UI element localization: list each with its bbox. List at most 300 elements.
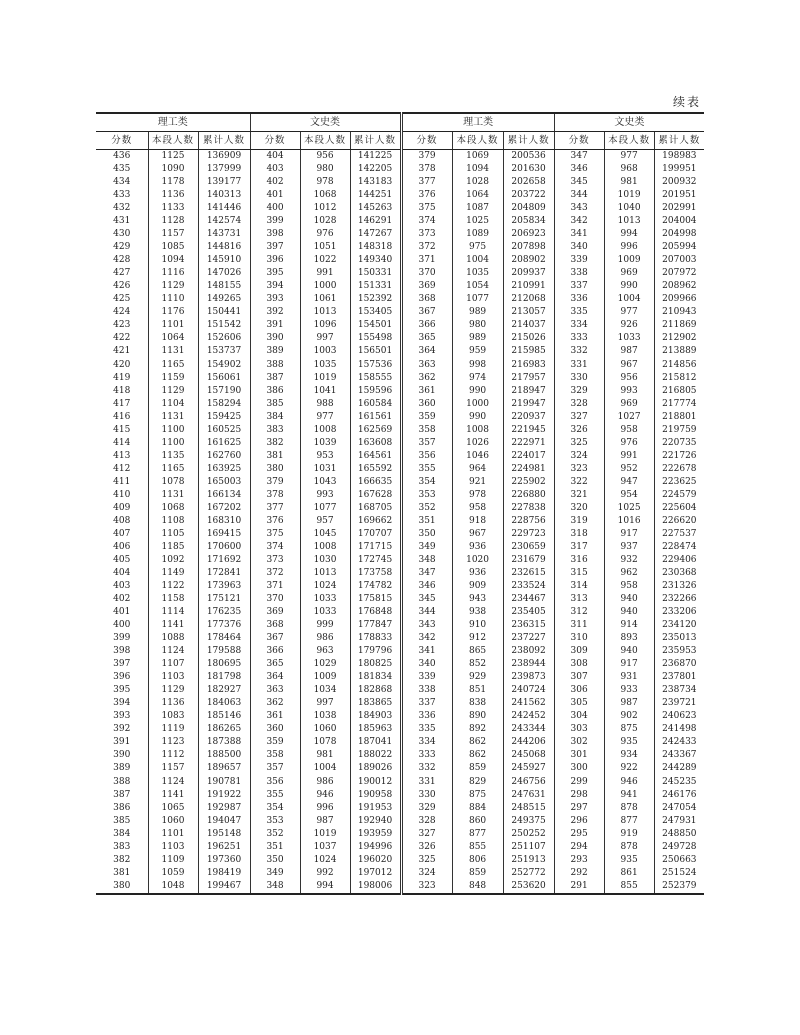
table-cell: 358: [401, 424, 452, 437]
table-cell: 361: [401, 385, 452, 398]
table-cell: 862: [452, 736, 503, 749]
table-cell: 144251: [350, 189, 401, 202]
table-cell: 200932: [654, 176, 704, 189]
table-cell: 250252: [503, 828, 554, 841]
table-cell: 861: [604, 867, 654, 880]
table-row: [96, 645, 704, 658]
table-cell: 1000: [300, 280, 350, 293]
table-cell: 151331: [350, 280, 401, 293]
table-cell: 247631: [503, 789, 554, 802]
table-cell: 987: [604, 345, 654, 358]
table-cell: 851: [452, 684, 503, 697]
table-cell: 333: [554, 332, 604, 345]
table-cell: 241562: [503, 697, 554, 710]
table-cell: 190012: [350, 776, 401, 789]
table-cell: 338: [401, 684, 452, 697]
table-cell: 943: [452, 593, 503, 606]
table-cell: 1035: [300, 359, 350, 372]
table-row: [96, 815, 704, 828]
table-cell: 341: [554, 228, 604, 241]
table-cell: 940: [604, 593, 654, 606]
table-cell: 1013: [300, 306, 350, 319]
table-cell: 1165: [148, 463, 198, 476]
table-cell: 233524: [503, 580, 554, 593]
table-cell: 149340: [350, 254, 401, 267]
table-cell: 409: [113, 502, 131, 513]
table-cell: 242452: [503, 710, 554, 723]
table-cell: 1054: [452, 280, 503, 293]
table-cell: 312: [554, 606, 604, 619]
table-row: [96, 554, 704, 567]
table-cell: 875: [604, 723, 654, 736]
table-cell: 990: [604, 280, 654, 293]
table-cell: 160584: [350, 398, 401, 411]
table-cell: 325: [554, 437, 604, 450]
table-cell: 240724: [503, 684, 554, 697]
table-cell: 1019: [604, 189, 654, 202]
table-cell: 348: [401, 554, 452, 567]
table-cell: 931: [604, 671, 654, 684]
table-cell: 216805: [654, 385, 704, 398]
table-cell: 386: [113, 802, 131, 813]
table-cell: 372: [250, 567, 300, 580]
table-cell: 1004: [300, 762, 350, 775]
table-cell: 143183: [350, 176, 401, 189]
table-cell: 980: [300, 163, 350, 176]
table-cell: 909: [452, 580, 503, 593]
table-cell: 303: [554, 723, 604, 736]
table-cell: 389: [250, 345, 300, 358]
table-cell: 170600: [198, 541, 250, 554]
table-cell: 969: [604, 267, 654, 280]
table-cell: 1027: [604, 411, 654, 424]
table-cell: 338: [554, 267, 604, 280]
table-cell: 368: [401, 293, 452, 306]
table-cell: 169662: [350, 515, 401, 528]
table-row: [96, 606, 704, 619]
table-cell: 360: [401, 398, 452, 411]
table-cell: 981: [604, 176, 654, 189]
table-cell: 394: [113, 698, 131, 709]
table-cell: 171692: [198, 554, 250, 567]
table-cell: 391: [250, 319, 300, 332]
table-cell: 977: [300, 411, 350, 424]
table-cell: 935: [604, 736, 654, 749]
table-cell: 384: [250, 411, 300, 424]
table-cell: 402: [250, 176, 300, 189]
table-row: [96, 437, 704, 450]
table-cell: 977: [604, 150, 654, 164]
table-cell: 150441: [198, 306, 250, 319]
table-cell: 189026: [350, 762, 401, 775]
table-cell: 159596: [350, 385, 401, 398]
table-cell: 354: [250, 802, 300, 815]
table-cell: 914: [604, 619, 654, 632]
table-cell: 387: [250, 372, 300, 385]
table-cell: 316: [554, 554, 604, 567]
table-cell: 352: [401, 502, 452, 515]
table-cell: 398: [250, 228, 300, 241]
table-cell: 220735: [654, 437, 704, 450]
table-cell: 1122: [148, 580, 198, 593]
table-cell: 193959: [350, 828, 401, 841]
table-cell: 1094: [452, 163, 503, 176]
table-cell: 999: [300, 619, 350, 632]
table-cell: 294: [554, 841, 604, 854]
table-cell: 153405: [350, 306, 401, 319]
table-cell: 1064: [452, 189, 503, 202]
table-cell: 380: [96, 880, 148, 894]
table-row: [96, 593, 704, 606]
table-cell: 990: [452, 385, 503, 398]
table-cell: 140313: [198, 189, 250, 202]
table-cell: 1110: [148, 293, 198, 306]
table-cell: 369: [250, 606, 300, 619]
table-cell: 329: [401, 802, 452, 815]
table-cell: 1026: [452, 437, 503, 450]
table-cell: 212902: [654, 332, 704, 345]
table-cell: 197012: [350, 867, 401, 880]
table-cell: 141225: [350, 150, 401, 164]
table-cell: 383: [250, 424, 300, 437]
table-cell: 210991: [503, 280, 554, 293]
table-caption: 续表: [672, 95, 701, 109]
table-cell: 180825: [350, 658, 401, 671]
table-cell: 174782: [350, 580, 401, 593]
table-cell: 371: [250, 580, 300, 593]
table-cell: 940: [604, 606, 654, 619]
table-cell: 189657: [198, 762, 250, 775]
table-cell: 376: [401, 189, 452, 202]
table-cell: 310: [554, 632, 604, 645]
table-cell: 207003: [654, 254, 704, 267]
table-cell: 382: [250, 437, 300, 450]
table-cell: 952: [604, 463, 654, 476]
column-header: 分数: [96, 132, 148, 150]
table-cell: 164561: [350, 450, 401, 463]
table-cell: 342: [554, 215, 604, 228]
table-cell: 436: [113, 151, 131, 162]
table-cell: 977: [604, 306, 654, 319]
table-cell: 1103: [148, 671, 198, 684]
table-cell: 160525: [198, 424, 250, 437]
table-cell: 154902: [198, 359, 250, 372]
table-cell: 319: [554, 515, 604, 528]
table-cell: 327: [401, 828, 452, 841]
table-cell: 187041: [350, 736, 401, 749]
table-cell: 1185: [148, 541, 198, 554]
table-cell: 170707: [350, 528, 401, 541]
table-row: [96, 867, 704, 880]
table-cell: 328: [401, 815, 452, 828]
table-cell: 978: [452, 489, 503, 502]
table-cell: 207898: [503, 241, 554, 254]
table-cell: 291: [554, 880, 604, 894]
table-cell: 974: [452, 372, 503, 385]
table-cell: 401: [113, 607, 131, 618]
table-cell: 1116: [148, 267, 198, 280]
table-cell: 328: [554, 398, 604, 411]
table-cell: 142574: [198, 215, 250, 228]
table-cell: 912: [452, 632, 503, 645]
table-cell: 1060: [300, 723, 350, 736]
table-cell: 181798: [198, 671, 250, 684]
table-cell: 224017: [503, 450, 554, 463]
table-cell: 1025: [452, 215, 503, 228]
table-cell: 227537: [654, 528, 704, 541]
table-cell: 204004: [654, 215, 704, 228]
table-cell: 184063: [198, 697, 250, 710]
table-cell: 198006: [350, 880, 401, 894]
column-header: 分数: [554, 132, 604, 150]
table-cell: 1119: [148, 723, 198, 736]
table-cell: 182868: [350, 684, 401, 697]
table-row: [96, 280, 704, 293]
table-cell: 1033: [300, 606, 350, 619]
table-cell: 838: [452, 697, 503, 710]
table-cell: 1068: [148, 502, 198, 515]
table-cell: 313: [554, 593, 604, 606]
table-cell: 166635: [350, 476, 401, 489]
table-cell: 415: [113, 424, 131, 435]
table-cell: 969: [604, 398, 654, 411]
table-cell: 366: [401, 319, 452, 332]
table-cell: 314: [554, 580, 604, 593]
table-cell: 993: [604, 385, 654, 398]
table-cell: 932: [604, 554, 654, 567]
table-cell: 958: [604, 580, 654, 593]
table-cell: 334: [401, 736, 452, 749]
table-cell: 397: [250, 241, 300, 254]
table-cell: 339: [554, 254, 604, 267]
table-cell: 957: [300, 515, 350, 528]
table-cell: 1159: [148, 372, 198, 385]
table-cell: 158555: [350, 372, 401, 385]
table-cell: 192987: [198, 802, 250, 815]
table-cell: 203722: [503, 189, 554, 202]
table-row: [96, 684, 704, 697]
table-row: [96, 854, 704, 867]
table-cell: 1112: [148, 749, 198, 762]
table-cell: 202658: [503, 176, 554, 189]
table-cell: 351: [250, 841, 300, 854]
group-header: 理工类: [96, 113, 250, 132]
table-cell: 1133: [148, 202, 198, 215]
table-cell: 390: [113, 750, 131, 761]
table-cell: 1158: [148, 593, 198, 606]
table-cell: 324: [401, 867, 452, 880]
table-cell: 163608: [350, 437, 401, 450]
table-cell: 248850: [654, 828, 704, 841]
table-cell: 175121: [198, 593, 250, 606]
table-cell: 403: [113, 581, 131, 592]
table-cell: 150331: [350, 267, 401, 280]
table-cell: 878: [604, 841, 654, 854]
table-cell: 992: [300, 867, 350, 880]
table-row: [96, 150, 704, 164]
table-cell: 1077: [452, 293, 503, 306]
table-cell: 430: [113, 229, 131, 240]
table-cell: 194047: [198, 815, 250, 828]
table-cell: 892: [452, 723, 503, 736]
column-header: 累计人数: [350, 132, 401, 150]
table-cell: 344: [401, 606, 452, 619]
table-cell: 1078: [300, 736, 350, 749]
score-distribution-table: [96, 112, 704, 895]
table-cell: 165592: [350, 463, 401, 476]
table-cell: 225902: [503, 476, 554, 489]
table-row: [96, 241, 704, 254]
table-cell: 356: [250, 776, 300, 789]
table-cell: 162760: [198, 450, 250, 463]
table-cell: 978: [300, 176, 350, 189]
table-cell: 976: [604, 437, 654, 450]
table-cell: 919: [604, 828, 654, 841]
table-cell: 176848: [350, 606, 401, 619]
table-cell: 1157: [148, 762, 198, 775]
table-cell: 348: [250, 880, 300, 894]
table-cell: 355: [401, 463, 452, 476]
table-cell: 225604: [654, 502, 704, 515]
table-cell: 1008: [300, 541, 350, 554]
table-cell: 315: [554, 567, 604, 580]
table-cell: 238092: [503, 645, 554, 658]
table-cell: 353: [401, 489, 452, 502]
table-cell: 1008: [452, 424, 503, 437]
table-cell: 1141: [148, 789, 198, 802]
table-cell: 428: [113, 255, 131, 266]
table-cell: 937: [604, 541, 654, 554]
table-cell: 226620: [654, 515, 704, 528]
table-cell: 393: [113, 711, 131, 722]
table-cell: 994: [300, 880, 350, 894]
column-header: 本段人数: [148, 132, 198, 150]
table-cell: 293: [554, 854, 604, 867]
table-cell: 351: [401, 515, 452, 528]
table-cell: 997: [300, 697, 350, 710]
table-cell: 388: [250, 359, 300, 372]
table-cell: 359: [401, 411, 452, 424]
table-cell: 392: [250, 306, 300, 319]
table-cell: 247931: [654, 815, 704, 828]
table-cell: 1129: [148, 684, 198, 697]
table-cell: 323: [401, 880, 452, 894]
table-cell: 238734: [654, 684, 704, 697]
table-cell: 221726: [654, 450, 704, 463]
table-cell: 1008: [300, 424, 350, 437]
table-cell: 1012: [300, 202, 350, 215]
table-cell: 337: [554, 280, 604, 293]
table-cell: 246756: [503, 776, 554, 789]
table-cell: 209937: [503, 267, 554, 280]
table-cell: 219947: [503, 398, 554, 411]
table-row: [96, 163, 704, 176]
table-cell: 318: [554, 528, 604, 541]
table-cell: 1088: [148, 632, 198, 645]
table-cell: 167628: [350, 489, 401, 502]
table-cell: 1178: [148, 176, 198, 189]
table-cell: 211869: [654, 319, 704, 332]
table-cell: 424: [113, 307, 131, 318]
table-cell: 1078: [148, 476, 198, 489]
column-header: 分数: [401, 132, 452, 150]
table-cell: 244206: [503, 736, 554, 749]
table-cell: 204809: [503, 202, 554, 215]
table-cell: 230368: [654, 567, 704, 580]
table-row: [96, 306, 704, 319]
table-cell: 185146: [198, 710, 250, 723]
table-cell: 1105: [148, 528, 198, 541]
group-header: 文史类: [554, 113, 704, 132]
table-cell: 143731: [198, 228, 250, 241]
table-cell: 148318: [350, 241, 401, 254]
table-cell: 865: [452, 645, 503, 658]
table-cell: 998: [452, 359, 503, 372]
table-cell: 947: [604, 476, 654, 489]
table-cell: 1087: [452, 202, 503, 215]
table-cell: 336: [401, 710, 452, 723]
table-cell: 347: [401, 567, 452, 580]
table-cell: 250663: [654, 854, 704, 867]
table-cell: 848: [452, 880, 503, 894]
table-cell: 329: [554, 385, 604, 398]
table-cell: 245068: [503, 749, 554, 762]
table-cell: 245235: [654, 776, 704, 789]
table-cell: 154501: [350, 319, 401, 332]
table-cell: 392: [113, 724, 131, 735]
table-cell: 335: [401, 723, 452, 736]
table-cell: 946: [604, 776, 654, 789]
table-row: [96, 476, 704, 489]
table-cell: 1033: [300, 593, 350, 606]
table-cell: 363: [250, 684, 300, 697]
table-row: [96, 749, 704, 762]
table-cell: 353: [250, 815, 300, 828]
table-cell: 1101: [148, 319, 198, 332]
table-cell: 311: [554, 619, 604, 632]
column-header: 累计人数: [654, 132, 704, 150]
table-cell: 228474: [654, 541, 704, 554]
table-cell: 251524: [654, 867, 704, 880]
table-cell: 370: [401, 267, 452, 280]
table-cell: 330: [401, 789, 452, 802]
table-cell: 959: [452, 345, 503, 358]
table-row: [96, 841, 704, 854]
table-cell: 360: [250, 723, 300, 736]
table-cell: 339: [401, 671, 452, 684]
table-cell: 859: [452, 867, 503, 880]
table-cell: 159425: [198, 411, 250, 424]
table-cell: 1141: [148, 619, 198, 632]
table-cell: 178833: [350, 632, 401, 645]
table-row: [96, 789, 704, 802]
table-cell: 933: [604, 684, 654, 697]
table-cell: 1009: [604, 254, 654, 267]
table-cell: 362: [250, 697, 300, 710]
table-cell: 365: [401, 332, 452, 345]
table-cell: 337: [401, 697, 452, 710]
table-cell: 161625: [198, 437, 250, 450]
table-cell: 1128: [148, 215, 198, 228]
table-cell: 194996: [350, 841, 401, 854]
table-cell: 981: [300, 749, 350, 762]
table-cell: 359: [250, 736, 300, 749]
table-cell: 139177: [198, 176, 250, 189]
table-cell: 243344: [503, 723, 554, 736]
group-header: 理工类: [401, 113, 554, 132]
table-cell: 404: [250, 150, 300, 164]
table-cell: 204998: [654, 228, 704, 241]
